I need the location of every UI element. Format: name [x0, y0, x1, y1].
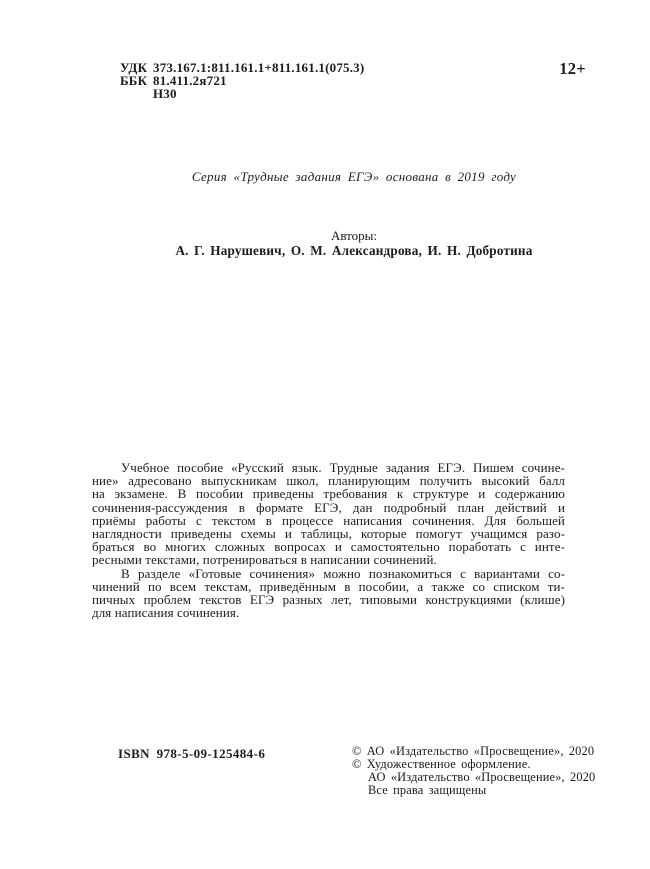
authors-heading: Авторы:: [330, 228, 378, 243]
annotation-block: [92, 461, 565, 619]
copyright-line: © Художественное оформление.: [352, 756, 531, 771]
bbk-value: 81.411.2я721: [153, 73, 227, 89]
copyright-line: Все права защищены: [368, 782, 487, 797]
series-note: Серия «Трудные задания ЕГЭ» основана в 2019 году: [191, 169, 517, 184]
annotation-line: наглядности приведены схемы и таблицы, которые помогут учащимся разо-: [92, 525, 565, 541]
annotation-line: для написания сочинения.: [92, 605, 240, 621]
age-rating-badge: 12+: [559, 59, 586, 78]
authors-block: [175, 229, 532, 259]
author-code: Н30: [153, 86, 177, 102]
udk-label: УДК: [120, 60, 148, 75]
annotation-line: чинений по всем текстам, приведённым в пособии, а также со списком ти-: [92, 578, 565, 594]
authors-names: А. Г. Нарушевич, О. М. Александрова, И. Н. Добротина: [175, 242, 533, 258]
annotation-line: пичных проблем текстов ЕГЭ разных лет, типовыми конструкциями (клише): [92, 591, 565, 607]
isbn: ISBN 978-5-09-125484-6: [118, 746, 266, 761]
classification-block: [120, 61, 364, 101]
bbk-label: ББК: [120, 73, 148, 89]
annotation-line: на экзамене. В пособии приведены требования к структуре и содержанию: [92, 486, 565, 502]
annotation-line: сочинения-рассуждения в формате ЕГЭ, дан подробный план действий и: [92, 499, 565, 515]
annotation-line: ние» адресовано выпускникам школ, планирующим получить высокий балл: [92, 473, 565, 489]
copyright-line: © АО «Издательство «Просвещение», 2020: [352, 744, 595, 758]
annotation-line: браться во многих сложных вопросах и самостоятельно поработать с инте-: [92, 539, 565, 555]
annotation-line: Учебное пособие «Русский язык. Трудные задания ЕГЭ. Пишем сочине-: [121, 460, 565, 475]
annotation-line: В разделе «Готовые сочинения» можно познакомиться с вариантами со-: [121, 565, 565, 581]
udk-value: 373.167.1:811.161.1+811.161.1(075.3): [153, 60, 365, 75]
copyright-line: АО «Издательство «Просвещение», 2020: [368, 769, 596, 784]
annotation-line: ресными текстами, потренироваться в написании сочинений.: [92, 552, 437, 568]
annotation-line: приёмы работы с текстом в процессе написания сочинения. Для большей: [92, 512, 565, 528]
copyright-block: [352, 745, 595, 797]
author-code-row: [120, 87, 364, 100]
